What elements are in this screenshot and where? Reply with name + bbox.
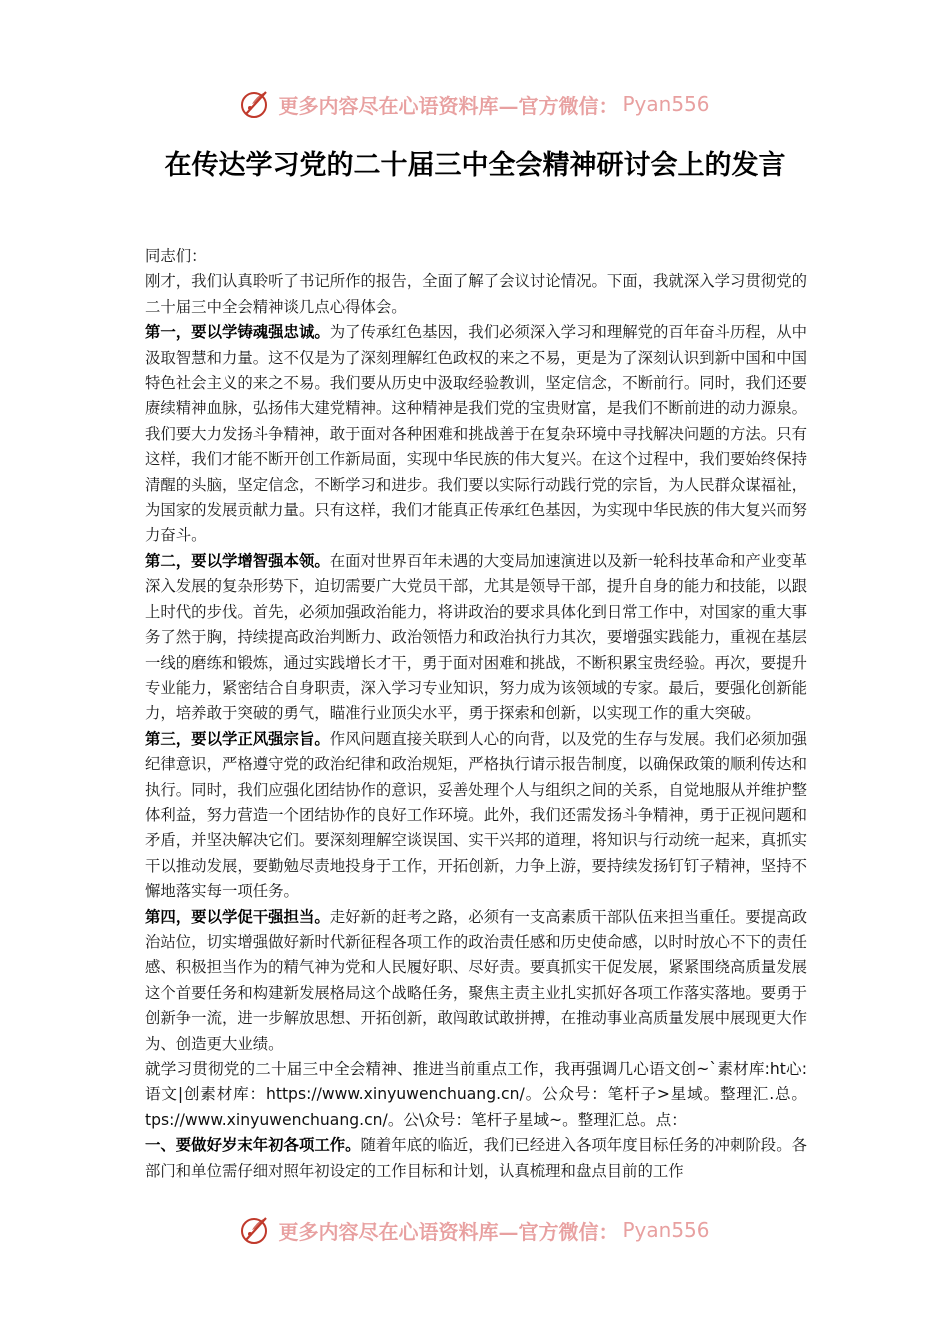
- watermark-footer: [0, 1210, 950, 1250]
- document-title: 在传达学习党的二十届三中全会精神研讨会上的发言: [164, 150, 786, 181]
- section-paragraph: [145, 320, 807, 549]
- section-paragraph: [145, 549, 807, 727]
- point-paragraph: [145, 1133, 807, 1184]
- section-heading: 第一，要以学铸魂强忠诚。: [145, 323, 330, 342]
- intro-paragraph: 刚才，我们认真聆听了书记所作的报告，全面了解了会议讨论情况。下面，我就深入学习贯彻党的二十届三中全会精神谈几点心得体会。: [145, 272, 807, 316]
- section-paragraph: [145, 905, 807, 1057]
- section-heading: 第二，要以学增智强本领。: [145, 551, 330, 570]
- section-body: 为了传承红色基因，我们必须深入学习和理解党的百年奋斗历程，从中汲取智慧和力量。这不仅是为了深刻理解红色政权的来之不易，更是为了深刻认识到新中国和中国特色社会主义的来之不易。我们要从历史中汲取经验教训，坚定信念，不断前行。同时，我们还要赓续精神血脉，弘扬伟大建党精神。这种精神是我们党的宝贵财富，是我们不断前进的动力源泉。我们要大力发扬斗争精神，敢于面对各种困难和挑战善于在复杂环境中寻找解决问题的方法。只有这样，我们才能不断开创工作新局面，实现中华民族的伟大复兴。在这个过程中，我们要始终保持清醒的头脑，坚定信念，不断学习和进步。我们要以实际行动践行党的宗旨，为人民群众谋福祉，为国家的发展贡献力量。只有这样，我们才能真正传承红色基因，为实现中华民族的伟大复兴而努力奋斗。: [145, 323, 807, 545]
- section-paragraph: [145, 727, 807, 905]
- watermark-text: 更多内容尽在心语资料库—官方微信：: [278, 93, 619, 118]
- point-body: 随着年底的临近，我们已经进入各项年度目标任务的冲刺阶段。各部门和单位需仔细对照年初设定的工作目标和计划，认真梳理和盘点目前的工作: [145, 1136, 807, 1180]
- section-body: 在面对世界百年未遇的大变局加速演进以及新一轮科技革命和产业变革深入发展的复杂形势下，迫切需要广大党员干部，尤其是领导干部，提升自身的能力和技能，以跟上时代的步伐。首先，必须加强政治能力，将讲政治的要求具体化到日常工作中，对国家的重大事务了然于胸，持续提高政治判断力、政治领悟力和政治执行力其次，要增强实践能力，重视在基层一线的磨练和锻炼，通过实践增长才干，勇于面对困难和挑战，不断积累宝贵经验。再次，要提升专业能力，紧密结合自身职责，深入学习专业知识，努力成为该领域的专家。最后，要强化创新能力，培养敢于突破的勇气，瞄准行业顶尖水平，勇于探索和创新，以实现工作的重大突破。: [145, 551, 807, 723]
- section-body: 作风问题直接关联到人心的向背，以及党的生存与发展。我们必须加强纪律意识，严格遵守党的政治纪律和政治规矩，严格执行请示报告制度，以确保政策的顺利传达和执行。同时，我们应强化团结协作的意识，妥善处理个人与组织之间的关系，自觉地服从并维护整体利益，努力营造一个团结协作的良好工作环境。此外，我们还需发扬斗争精神，勇于正视问题和矛盾，并坚决解决它们。要深刻理解空谈误国、实干兴邦的道理，将知识与行动统一起来，真抓实干以推动发展，要勤勉尽责地投身于工作，开拓创新，力争上游，要持续发扬钉钉子精神，坚持不懈地落实每一项任务。: [145, 729, 807, 901]
- watermark-wechat-id: Pyan556: [622, 92, 710, 116]
- quill-logo-icon: [240, 1214, 272, 1246]
- watermark-header: [0, 84, 950, 124]
- quill-logo-icon: [240, 88, 272, 120]
- salutation: 同志们：: [145, 247, 207, 265]
- section-body: 走好新的赶考之路，必须有一支高素质干部队伍来担当重任。要提高政治站位，切实增强做好新时代新征程各项工作的政治责任感和历史使命感，以时时放心不下的责任感、积极担当作为的精气神为党和人民履好职、尽好责。要真抓实干促发展，紧紧围绕高质量发展这个首要任务和构建新发展格局这个战略任务，聚焦主责主业扎实抓好各项工作落实落地。要勇于创新争一流，进一步解放思想、开拓创新，敢闯敢试敢拼搏，在推动事业高质量发展中展现更大作为、创造更大业绩。: [145, 907, 807, 1053]
- section-heading: 第三，要以学正风强宗旨。: [145, 729, 330, 748]
- document-body: [145, 244, 807, 1184]
- point-heading: 一、要做好岁末年初各项工作。: [145, 1136, 361, 1155]
- watermark-text: 更多内容尽在心语资料库—官方微信：: [278, 1219, 619, 1244]
- watermark-wechat-id: Pyan556: [622, 1218, 710, 1242]
- transition-paragraph: 就学习贯彻党的二十届三中全会精神、推进当前重点工作，我再强调几心语文创~`素材库:ht心:语文|创素材库：https://www.xinyuwenchuang.cn/。公众号：笔杆子>星域。整理汇.总。tps://www.xinyuwenchuang.cn/。公\众号：笔杆子星域~。整理汇总。点：: [145, 1060, 807, 1129]
- section-heading: 第四，要以学促干强担当。: [145, 907, 330, 926]
